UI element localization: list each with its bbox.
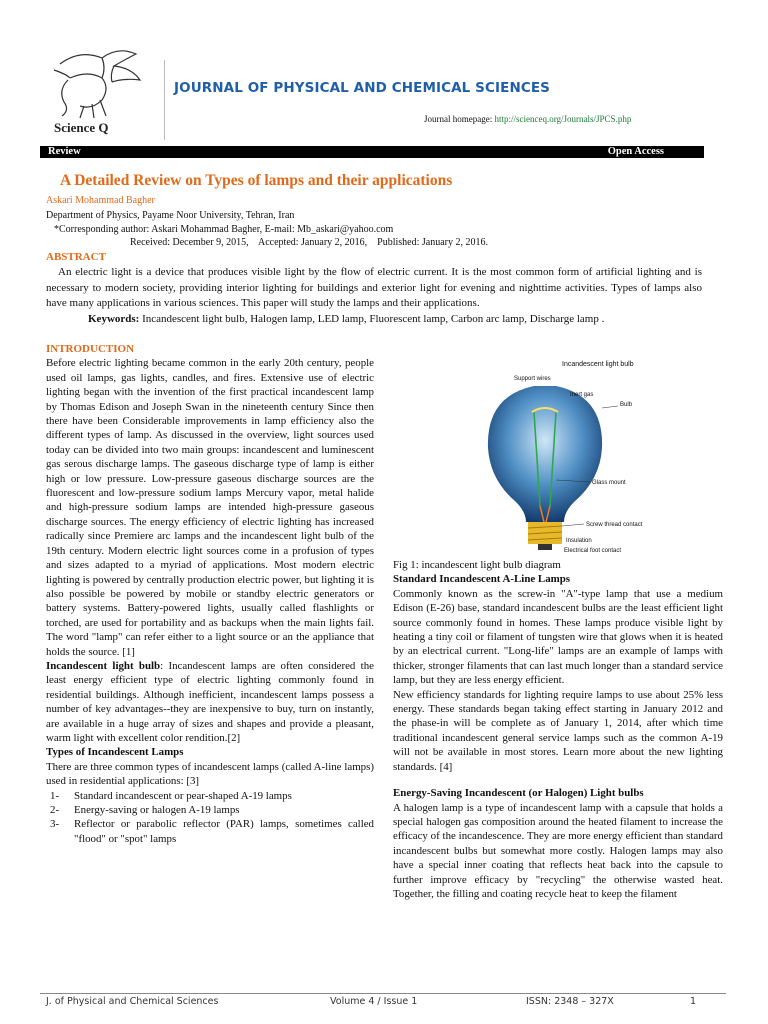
types-text: There are three common types of incandescent lamps (called A-line lamps) used in residential applications: [3]	[46, 760, 374, 788]
homepage-link[interactable]: http://scienceq.org/Journals/JPCS.php	[494, 114, 632, 124]
abstract-text: An electric light is a device that produces visible light by the flow of electric current. It is the most common form of artificial lighting and is necessary to modern society, providing interior lighting for buildings and exterior light for evening and nighttime activities. Types of lamps also have many applications in various sciences. This paper will study the lamps and their applications.	[46, 266, 702, 309]
types-heading: Types of Incandescent Lamps	[46, 746, 184, 759]
introduction-text: Before electric lighting became common in the early 20th century, people used oil lamps, gas lights, candles, and fires. Extensive use of electric lighting began with the invention of the first practical incandescent lamp by Thomas Edison and Joseph Swan in the nineteenth century Since then there have been Considerable improvements in lamp efficiency also the different types of lamp. As discussed in the overview, light sources used today can be divided into two main groups: incandescent and luminescent gas serous discharge lamps. The gaseous discharge type of lamp is either high or low pressure. Low-pressure gaseous discharge sources are the fluorescent and low-pressure sodium lamps Mercury vapor, metal halide and high-pressure sodium lamps are intended high-pressure gaseous discharge sources. The energy efficiency of electric lighting has increased radically since Premiere arc lamps and the incandescent light bulb of the 19th century. Modern electric light sources come in a profusion of types and sizes adapted to a myriad of applications. Most modern electric lighting is powered by centrally production electric power, but lighting it is also possible be powered by mobile or standby electric generators or battery systems. Battery-powered lights, usually called flashlights or torched, are used for portability and as backups when the main lights fail. The word "lamp" can refer either to a light source or an the appliance that holds the source. [1]	[46, 357, 374, 658]
list-item	[46, 817, 374, 846]
label-foot-contact: Electrical foot contact	[564, 548, 622, 554]
list-item	[46, 803, 374, 817]
abstract-heading: ABSTRACT	[46, 251, 106, 263]
journal-title: JOURNAL OF PHYSICAL AND CHEMICAL SCIENCES	[174, 80, 550, 96]
incandescent-paragraph	[46, 659, 374, 745]
keywords	[88, 313, 604, 325]
list-text: Reflector or parabolic reflector (PAR) lamps, sometimes called "flood" or "spot" lamps	[74, 818, 374, 845]
footer-issn: ISSN: 2348 – 327X	[526, 996, 614, 1007]
halogen-text: A halogen lamp is a type of incandescent lamp with a capsule that holds a special halogen gas composition around the heated filament to increase the efficacy of the incandescence. They are more energy efficient than standard incandescent bulbs but somewhat more costly. Halogen lamps may also have a special inner coating that reflects heat back into the capsule to further improve efficacy by "recycling" the otherwise wasted heat. Together, the filling and coating recycle heat to keep the filament	[393, 801, 723, 900]
efficiency-standards-text: New efficiency standards for lighting require lamps to use about 25% less energy. These standards began taking effect starting in January 2012 and the phase-in will be complete as of January 1, 2014, after which time traditional incandescent general service lamps such as the common A-19 will not be available in most stores. Learn more about the new lighting standards. [4]	[393, 688, 723, 773]
standard-lamps-heading: Standard Incandescent A-Line Lamps	[393, 573, 571, 586]
incandescent-bulb-figure	[476, 356, 672, 558]
article-type: Review	[48, 146, 81, 157]
keywords-list: Incandescent light bulb, Halogen lamp, LED lamp, Fluorescent lamp, Carbon arc lamp, Discharge lamp .	[139, 313, 605, 325]
foot-contact	[538, 544, 552, 550]
incandescent-text: : Incandescent lamps are often considered the least energy efficient type of electric lighting commonly found in residential buildings. Although inefficient, incandescent lamps possess a number of key advantages--they are inexpensive to buy, turn on instantly, are available in a huge array of sizes and shapes and provide a pleasant, warm light with excellent color rendition.[2]	[46, 659, 374, 744]
open-access-label: Open Access	[607, 146, 664, 157]
label-inert-gas: Inert gas	[570, 392, 594, 398]
introduction-heading: INTRODUCTION	[46, 343, 135, 355]
label-insulation: Insulation	[566, 538, 592, 544]
right-column	[393, 558, 723, 901]
label-support-wires: Support wires	[514, 376, 551, 382]
incandescent-label: Incandescent light bulb	[46, 659, 161, 672]
page-number: 1	[690, 996, 697, 1007]
publication-dates: Received: December 9, 2015, Accepted: January 2, 2016, Published: January 2, 2016.	[130, 237, 488, 248]
list-number: 2-	[50, 804, 60, 816]
left-column	[46, 342, 374, 846]
list-text: Energy-saving or halogen A-19 lamps	[74, 804, 240, 816]
homepage-label: Journal homepage:	[424, 114, 495, 124]
footer-volume: Volume 4 / Issue 1	[330, 996, 418, 1007]
keywords-label: Keywords:	[88, 313, 140, 325]
standard-lamps-text: Commonly known as the screw-in "A"-type lamp that use a medium Edison (E-26) base, standard incandescent bulbs are the least efficient light source commonly found in homes. These lamps produce visible light by heating a tiny coil or filament of tungsten wire that glows when it is heated by an electrical current. "Long-life" lamps are an example of lamps with thicker, stronger filaments that can last much longer than a standard service lamp, but they are less energy efficient.	[393, 587, 723, 687]
label-glass-mount: Glass mount	[592, 480, 626, 486]
footer-journal: J. of Physical and Chemical Sciences	[46, 996, 219, 1007]
label-screw-contact: Screw thread contact	[586, 522, 643, 528]
figure-caption: Fig 1: incandescent light bulb diagram	[393, 559, 561, 571]
logo-text: Science Q	[54, 120, 109, 135]
header-divider	[164, 60, 705, 140]
author-name: Askari Mohammad Bagher	[46, 195, 155, 206]
author-affiliation: Department of Physics, Payame Noor University, Tehran, Iran	[46, 210, 295, 221]
figure-title: Incandescent light bulb	[562, 361, 634, 368]
journal-homepage	[424, 114, 631, 124]
science-q-logo	[40, 44, 158, 140]
corresponding-author: *Corresponding author: Askari Mohammad Bagher, E-mail: Mb_askari@yahoo.com	[54, 224, 394, 235]
list-number: 1-	[50, 789, 60, 802]
article-title: A Detailed Review on Types of lamps and their applications	[60, 172, 453, 189]
types-list	[46, 789, 374, 847]
article-type-bar	[40, 146, 704, 158]
list-number: 3-	[50, 818, 60, 831]
halogen-heading: Energy-Saving Incandescent (or Halogen) Light bulbs	[393, 787, 644, 800]
label-bulb: Bulb	[620, 402, 633, 408]
list-text: Standard incandescent or pear-shaped A-19 lamps	[74, 789, 292, 802]
list-item	[46, 789, 374, 803]
bulb-glass	[488, 386, 602, 522]
footer-divider	[40, 993, 726, 994]
